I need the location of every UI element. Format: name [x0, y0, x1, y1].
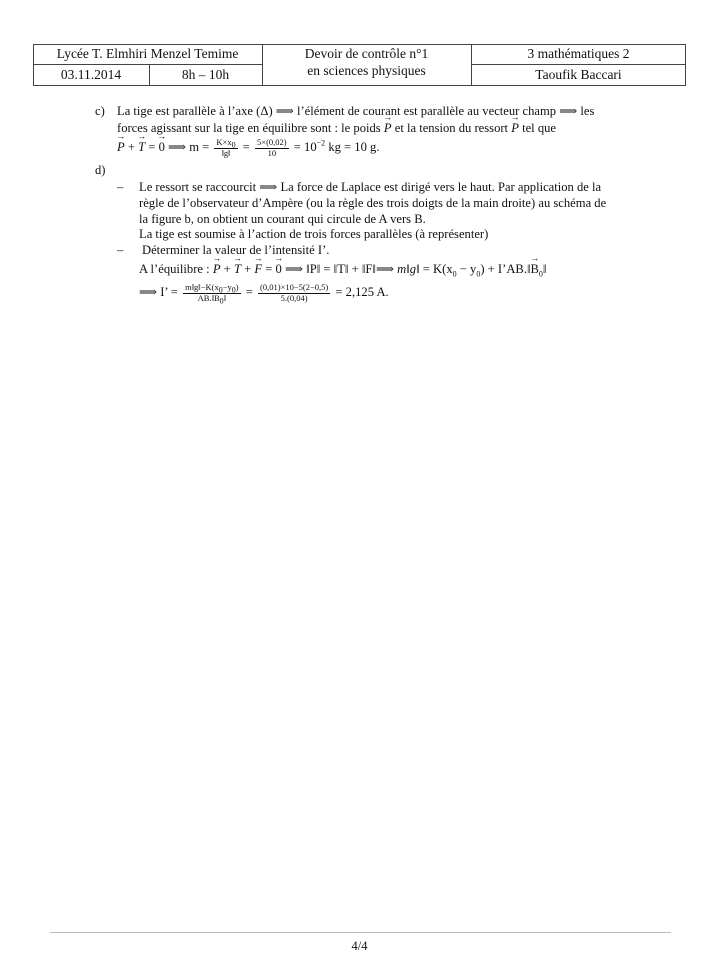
final-result: = 2,125 A. — [335, 284, 389, 299]
eq-vector-zero: → 0 — [159, 140, 165, 156]
final-prefix: ⟹ I’ = — [139, 284, 178, 299]
part-d-equilibrium-eq: A l’équilibre : → P + → T + → F = → 0 ⟹ ‖P‖ = ‖T‖ + ‖F‖⟹ m‖g‖ = $K(x_0 - y_0)$ + I’AB.‖→ $B_0‖$ — [139, 262, 546, 278]
eq-implies-m: ⟹ m = — [168, 139, 210, 154]
frac2-num: 5×(0,02) — [257, 137, 287, 147]
part-c-line2-a: forces agissant sur la tige en équilibre sont : le poids — [117, 121, 381, 135]
fraction-I-symbolic — [183, 282, 241, 306]
part-c-line2-b: et la tension du ressort — [394, 121, 509, 135]
part-d-final-eq — [139, 282, 389, 306]
d-equals: = — [265, 262, 273, 276]
exam-date: 03.11.2014 — [60, 67, 122, 82]
d-plus-2: + — [244, 262, 252, 276]
d-vector-F: → F — [254, 262, 262, 278]
part-d-bullet1-dash: – — [117, 180, 124, 194]
d-implies: ⟹ — [284, 262, 304, 276]
eq-equals-3: = 10 — [293, 139, 317, 154]
f3-num2: −y — [222, 282, 232, 292]
exam-title-line2: en sciences physiques — [307, 63, 426, 78]
frac1-num-sub: 0 — [231, 140, 236, 150]
f4-num: (0,01)×10−5(2−0,5) — [260, 282, 329, 292]
f3-sub-y0: 0 — [231, 285, 236, 295]
part-c-line1: La tige est parallèle à l’axe (Δ) ⟹ l’élément de courant est parallèle au vecteur champ ⟹ les — [117, 104, 595, 118]
teacher-name: Taoufik Baccari — [535, 67, 622, 82]
part-d-bullet2-dash: – — [117, 243, 124, 257]
fraction-kx-over-g — [214, 138, 237, 158]
part-d-b2-line1: Déterminer la valeur de l’intensité I’. — [142, 243, 330, 257]
header-right-middle-border — [471, 64, 686, 65]
header-bottom-border — [33, 85, 686, 86]
header-left-middle-border — [33, 64, 262, 65]
vector-P: → P — [384, 121, 392, 137]
footer-divider — [50, 932, 671, 933]
header-table — [33, 44, 686, 86]
d-norm-P: ‖P‖ — [306, 262, 321, 276]
part-d-b1-line2: règle de l’observateur d’Ampère (ou la règle des trois doigts de la main droite) au schéma de — [139, 196, 607, 210]
part-c-line2-c: tel que — [522, 121, 556, 135]
d-implies-2: ⟹ — [375, 262, 394, 276]
exam-title-line1: Devoir de contrôle n°1 — [304, 46, 429, 61]
d-eq-rest3: ) + I’AB. — [480, 262, 527, 276]
fraction-I-numeric — [258, 283, 330, 303]
d-vector-B: → B — [531, 262, 539, 278]
part-c-line2 — [117, 121, 556, 137]
part-d-b1-line3: la figure b, on obtient un courant qui circule de A vers B. — [139, 212, 426, 226]
d-norm-F: ‖F‖ — [361, 262, 376, 276]
final-equals: = — [245, 284, 253, 299]
part-d-label: d) — [95, 163, 106, 177]
d-sub-y0: 0 — [476, 269, 481, 279]
eq-exponent: −2 — [316, 138, 326, 148]
part-c-label: c) — [95, 104, 105, 118]
part-c-equation — [117, 138, 380, 158]
f3-sub-x0: 0 — [218, 285, 223, 295]
d-vector-T: → T — [234, 262, 241, 278]
header-top-border — [33, 44, 686, 45]
d-equals-2: = — [323, 262, 331, 276]
d-plus-1: + — [223, 262, 231, 276]
page-number: 4/4 — [351, 939, 368, 953]
eq-plus: + — [127, 139, 135, 154]
d-mg: m‖g‖ — [397, 262, 420, 276]
eq-equals: = — [148, 139, 156, 154]
d-eq-rest: = K(x — [422, 262, 453, 276]
school-name: Lycée T. Elmhiri Menzel Temime — [56, 46, 239, 61]
eq-result: kg = 10 g. — [328, 139, 380, 154]
d-norm-T: ‖T‖ — [333, 262, 349, 276]
f3-den2: ‖ — [223, 292, 227, 303]
d-vector-P: → P — [213, 262, 221, 278]
d-eq-rest2: − y — [459, 262, 477, 276]
frac1-den: ‖g‖ — [221, 147, 231, 158]
eq-prefix: A l’équilibre : — [139, 262, 210, 276]
d-sub-B0: 0 — [538, 269, 543, 279]
eq-equals-2: = — [242, 139, 250, 154]
exam-time: 8h – 10h — [181, 67, 230, 82]
d-plus-3: + — [351, 262, 359, 276]
part-d-b1-line4: La tige est soumise à l’action de trois forces parallèles (à représenter) — [139, 227, 489, 241]
eq-vector-P: → P — [117, 140, 125, 156]
f3-sub-B0: 0 — [219, 296, 224, 306]
eq-vector-T: → T — [138, 140, 145, 156]
f4-den: 5.(0,04) — [280, 292, 308, 303]
frac1-num: K×x — [216, 137, 232, 147]
vector-P-2: → P — [511, 121, 519, 137]
d-vector-zero: → 0 — [276, 262, 282, 278]
fraction-numeric — [255, 138, 289, 158]
class-name: 3 mathématiques 2 — [527, 46, 630, 61]
f3-den: AB.‖B — [197, 292, 220, 303]
f3-num3: ) — [235, 282, 239, 292]
frac2-den: 10 — [267, 147, 277, 158]
f3-num: m‖g‖−K(x — [185, 282, 219, 292]
d-sub-x0: 0 — [452, 269, 457, 279]
part-d-b1-line1: Le ressort se raccourcit ⟹ La force de Laplace est dirigé vers le haut. Par application de la — [139, 180, 602, 194]
